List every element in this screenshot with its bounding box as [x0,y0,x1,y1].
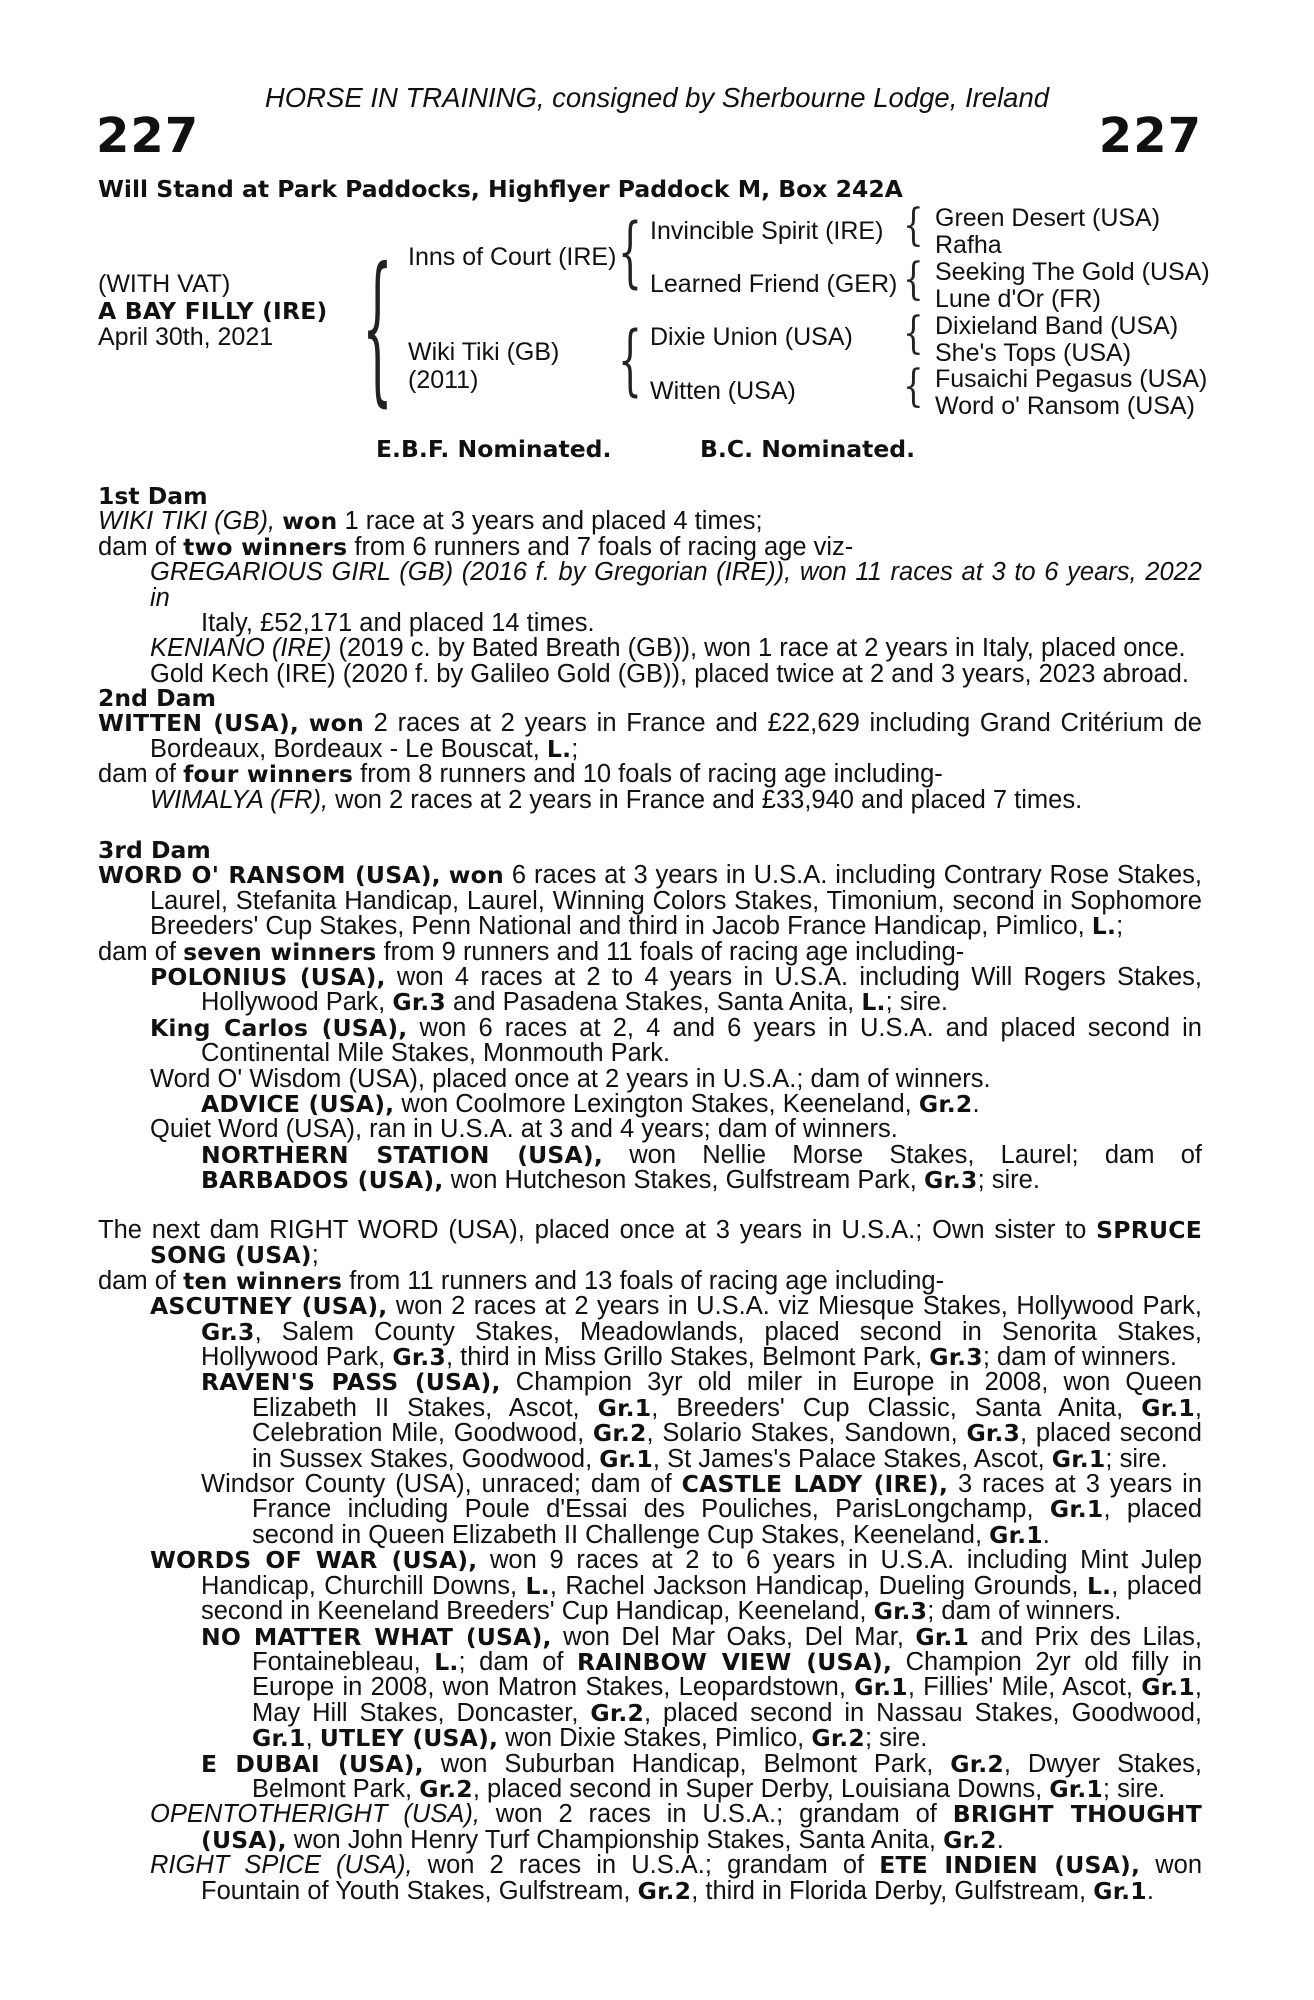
page-header-title: HORSE IN TRAINING, consigned by Sherbourne Lodge, Ireland [264,82,1050,113]
pedigree-dam-sire: Dixie Union (USA) [650,323,853,351]
text-line: ADVICE (USA), won Coolmore Lexington Stakes, Keeneland, Gr.2. [201,1090,980,1119]
text-line: WITTEN (USA), won 2 races at 2 years in France and £22,629 including Grand Critérium de [98,709,1202,738]
text-line: Bordeaux, Bordeaux - Le Bouscat, L.; [150,734,579,763]
text-line: Gold Kech (IRE) (2020 f. by Galileo Gold (GB)), placed twice at 2 and 3 years, 2023 abroad. [150,659,1189,688]
first-dam-title: 1st Dam [98,482,208,510]
next-dam-section [98,1218,1202,1904]
pedigree-sire-sire: Invincible Spirit (IRE) [650,217,884,245]
pedigree-brace-g2: { [903,252,924,305]
text-line: Celebration Mile, Goodwood, Gr.2, Solario Stakes, Sandown, Gr.3, placed second [252,1419,1202,1448]
text-line: Gr.3, Salem County Stakes, Meadowlands, placed second in Senorita Stakes, [201,1317,1202,1346]
text-line: GREGARIOUS GIRL (GB) (2016 f. by Gregorian (IRE)), won 11 races at 3 to 6 years, 2022 in [150,558,1202,612]
text-line: second in Keeneland Breeders' Cup Handicap, Keeneland, Gr.3; dam of winners. [201,1597,1122,1626]
text-line: E DUBAI (USA), won Suburban Handicap, Belmont Park, Gr.2, Dwyer Stakes, [201,1749,1202,1778]
pedigree-brace-g4: { [903,359,924,412]
pedigree-g6: She's Tops (USA) [935,339,1132,367]
text-line: dam of two winners from 6 runners and 7 foals of racing age viz- [98,532,854,561]
text-line: dam of four winners from 8 runners and 10 foals of racing age including- [98,760,943,789]
text-line: second in Queen Elizabeth II Challenge Cup Stakes, Keeneland, Gr.1. [252,1520,1050,1549]
text-line: SONG (USA); [150,1241,319,1270]
text-line: WORD O' RANSOM (USA), won 6 races at 3 years in U.S.A. including Contrary Rose Stakes, [98,861,1203,890]
text-line: Gr.1, UTLEY (USA), won Dixie Stakes, Pimlico, Gr.2; sire. [252,1724,928,1753]
ebf-nomination: E.B.F. Nominated. [376,435,612,463]
pedigree-dam-year: (2011) [408,366,479,394]
text-line: KENIANO (IRE) (2019 c. by Bated Breath (GB)), won 1 race at 2 years in Italy, placed once. [150,634,1186,663]
vat-note: (WITH VAT) [98,270,231,298]
text-line: NO MATTER WHAT (USA), won Del Mar Oaks, Del Mar, Gr.1 and Prix des Lilas, [201,1622,1203,1651]
text-line: May Hill Stakes, Doncaster, Gr.2, placed second in Nassau Stakes, Goodwood, [252,1698,1202,1727]
pedigree-g2: Rafha [935,231,1002,259]
text-line: WIMALYA (FR), won 2 races at 2 years in France and £33,940 and placed 7 times. [150,785,1083,814]
text-line: Belmont Park, Gr.2, placed second in Super Derby, Louisiana Downs, Gr.1; sire. [252,1774,1166,1803]
second-dam-section [98,686,1202,813]
text-line: in Sussex Stakes, Goodwood, Gr.1, St James's Palace Stakes, Ascot, Gr.1; sire. [252,1444,1168,1473]
first-dam-section [98,484,1202,687]
lot-number-right: 227 [1098,108,1202,164]
text-line: Word O' Wisdom (USA), placed once at 2 years in U.S.A.; dam of winners. [150,1064,991,1093]
text-line: POLONIUS (USA), won 4 races at 2 to 4 years in U.S.A. including Will Rogers Stakes, [150,963,1202,992]
pedigree-g3: Seeking The Gold (USA) [935,258,1210,286]
text-line: (USA), won John Henry Turf Championship Stakes, Santa Anita, Gr.2. [201,1825,1004,1854]
text-line: Elizabeth II Stakes, Ascot, Gr.1, Breeders' Cup Classic, Santa Anita, Gr.1, [252,1393,1202,1422]
lot-number-left: 227 [96,108,200,164]
text-line: dam of seven winners from 9 runners and 11 foals of racing age including- [98,937,965,966]
text-line: King Carlos (USA), won 6 races at 2, 4 and 6 years in U.S.A. and placed second in [150,1013,1202,1042]
pedigree-dam: Wiki Tiki (GB) [408,338,560,366]
pedigree-brace-g1: { [903,198,924,251]
text-line: Continental Mile Stakes, Monmouth Park. [201,1039,671,1068]
text-line: RIGHT SPICE (USA), won 2 races in U.S.A.; grandam of ETE INDIEN (USA), won [150,1851,1203,1880]
text-line: WIKI TIKI (GB), won 1 race at 3 years and placed 4 times; [98,507,763,536]
text-line: Handicap, Churchill Downs, L., Rachel Jackson Handicap, Dueling Grounds, L., placed [201,1571,1202,1600]
text-line: Hollywood Park, Gr.3, third in Miss Grillo Stakes, Belmont Park, Gr.3; dam of winners. [201,1343,1177,1372]
text-line: BARBADOS (USA), won Hutcheson Stakes, Gulfstream Park, Gr.3; sire. [201,1166,1040,1195]
pedigree-brace-main: { [362,233,393,422]
pedigree-g5: Dixieland Band (USA) [935,312,1179,340]
text-line: Breeders' Cup Stakes, Penn National and third in Jacob France Handicap, Pimlico, L.; [150,912,1124,941]
third-dam-title: 3rd Dam [98,836,211,864]
pedigree-dam-dam: Witten (USA) [650,377,796,405]
text-line: WORDS OF WAR (USA), won 9 races at 2 to 6 years in U.S.A. including Mint Julep [150,1546,1202,1575]
foaling-date: April 30th, 2021 [98,323,274,351]
pedigree-g4: Lune d'Or (FR) [935,285,1101,313]
pedigree-g1: Green Desert (USA) [935,204,1161,232]
third-dam-section [98,838,1202,1194]
text-line: Laurel, Stefanita Handicap, Laurel, Winning Colors Stakes, Timonium, second in Sophomore [150,886,1202,915]
pedigree-sire: Inns of Court (IRE) [408,243,617,271]
text-line: Italy, £52,171 and placed 14 times. [201,609,595,638]
text-line: NORTHERN STATION (USA), won Nellie Morse Stakes, Laurel; dam of [201,1140,1202,1169]
pedigree-brace-dam: { [618,314,643,405]
pedigree-brace-sire: { [618,206,643,297]
stand-location: Will Stand at Park Paddocks, Highflyer Paddock M, Box 242A [98,175,903,203]
text-line: Europe in 2008, won Matron Stakes, Leopardstown, Gr.1, Fillies' Mile, Ascot, Gr.1, [252,1673,1202,1702]
text-line: Hollywood Park, Gr.3 and Pasadena Stakes, Santa Anita, L.; sire. [201,988,949,1017]
text-line: OPENTOTHERIGHT (USA), won 2 races in U.S.A.; grandam of BRIGHT THOUGHT [150,1800,1202,1829]
text-line: France including Poule d'Essai des Pouliches, ParisLongchamp, Gr.1, placed [252,1495,1202,1524]
text-line: Quiet Word (USA), ran in U.S.A. at 3 and 4 years; dam of winners. [150,1115,898,1144]
horse-name: A BAY FILLY (IRE) [98,297,328,325]
text-line: The next dam RIGHT WORD (USA), placed once at 3 years in U.S.A.; Own sister to SPRUCE [98,1216,1202,1244]
second-dam-title: 2nd Dam [98,684,216,712]
bc-nomination: B.C. Nominated. [700,435,916,463]
text-line: Windsor County (USA), unraced; dam of CASTLE LADY (IRE), 3 races at 3 years in [201,1470,1203,1499]
text-line: ASCUTNEY (USA), won 2 races at 2 years in U.S.A. viz Miesque Stakes, Hollywood Park, [150,1292,1202,1321]
pedigree-g7: Fusaichi Pegasus (USA) [935,365,1208,393]
pedigree-sire-dam: Learned Friend (GER) [650,270,898,298]
text-line: Fontainebleau, L.; dam of RAINBOW VIEW (USA), Champion 2yr old filly in [252,1647,1202,1676]
text-line: dam of ten winners from 11 runners and 13 foals of racing age including- [98,1266,945,1295]
text-line: RAVEN'S PASS (USA), Champion 3yr old miler in Europe in 2008, won Queen [201,1368,1202,1397]
pedigree-g8: Word o' Ransom (USA) [935,392,1195,420]
pedigree-brace-g3: { [903,306,924,359]
text-line: Fountain of Youth Stakes, Gulfstream, Gr.2, third in Florida Derby, Gulfstream, Gr.1. [201,1876,1154,1905]
